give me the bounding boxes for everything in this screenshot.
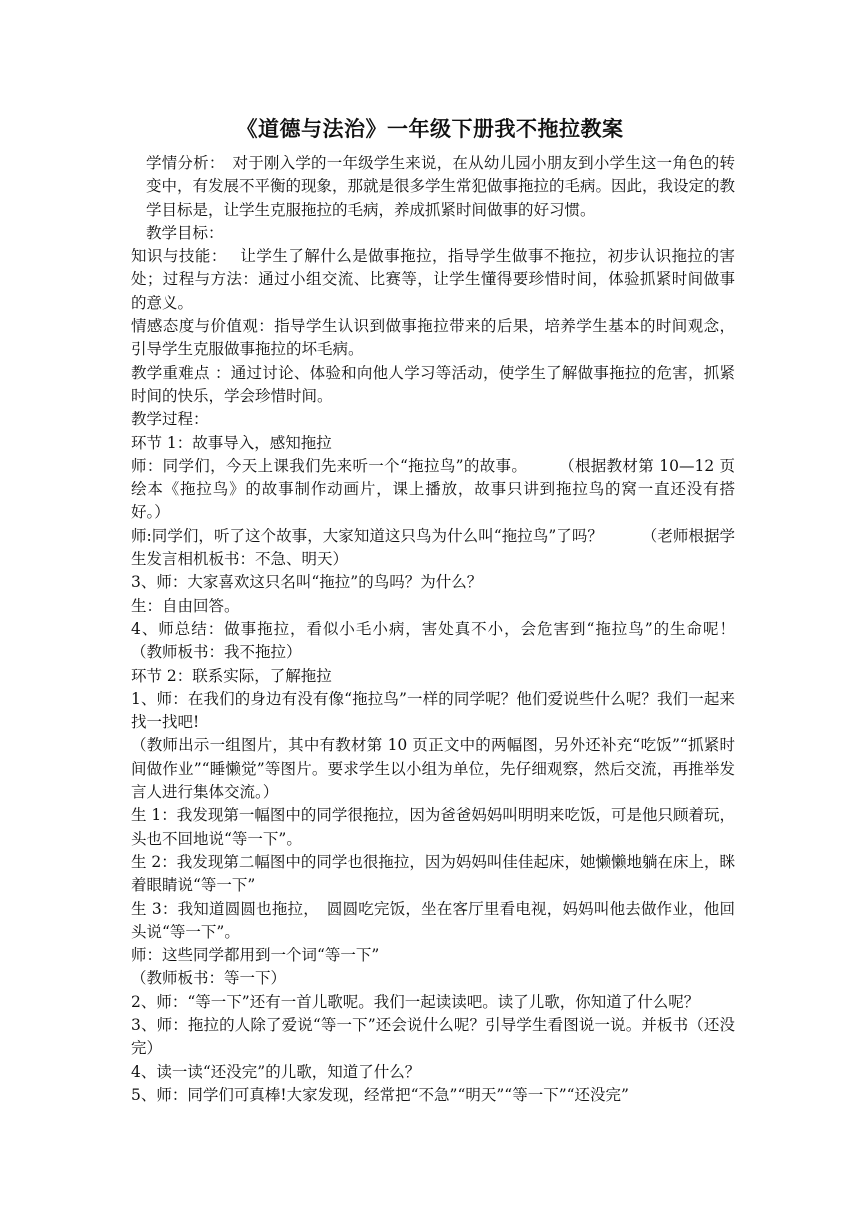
paragraph-student-answer: 生：自由回答。 xyxy=(131,596,240,615)
paragraph-teacher-pictures: （教师出示一组图片，其中有教材第 10 页正文中的两幅图，另外还补充“吃饭”“抓紧时间做作业”“睡懒觉”等图片。要求学生以小组为单位，先仔细观察，然后交流，再推举发言人进行集体交流。） xyxy=(131,736,735,802)
paragraph-section-2-heading: 环节 2：联系实际，了解拖拉 xyxy=(131,666,332,685)
paragraph-s2-step-1: 1、师：在我们的身边有没有像“拖拉鸟”一样的同学呢？他们爱说些什么呢？我们一起来找一找吧! xyxy=(131,689,735,732)
paragraph-s2-step-2: 2、师：“等一下”还有一首儿歌呢。我们一起读读吧。读了儿歌，你知道了什么呢？ xyxy=(131,992,700,1011)
document-title: 《道德与法治》一年级下册我不拖拉教案 xyxy=(236,116,624,141)
paragraph-section-1-heading: 环节 1：故事导入，感知拖拉 xyxy=(131,433,332,452)
paragraph-goals-heading: 教学目标： xyxy=(146,223,224,242)
paragraph-step-4: 4、师总结：做事拖拉，看似小毛小病，害处真不小，会危害到“拖拉鸟”的生命呢！ （教师板书：我不拖拉） xyxy=(131,619,751,662)
paragraph-s2-step-5: 5、师：同学们可真棒!大家发现，经常把“不急”“明天”“等一下”“还没完” xyxy=(131,1085,629,1104)
paragraph-process-heading: 教学过程： xyxy=(131,410,209,429)
paragraph-attitude: 情感态度与价值观：指导学生认识到做事拖拉带来的后果，培养学生基本的时间观念，引导学生克服做事拖拉的坏毛病。 xyxy=(131,317,735,359)
paragraph-knowledge: 知识与技能： 让学生了解什么是做事拖拉，指导学生做事不拖拉，初步认识拖拉的害处；过程与方法：通过小组交流、比赛等，让学生懂得要珍惜时间，体验抓紧时间做事的意义。 xyxy=(131,247,735,312)
paragraph-student-2: 生 2：我发现第二幅图中的同学也很拖拉，因为妈妈叫佳佳起床，她懒懒地躺在床上，眯着眼睛说“等一下” xyxy=(131,852,735,895)
paragraph-student-3: 生 3：我知道圆圆也拖拉， 圆圆吃完饭，坐在客厅里看电视，妈妈叫他去做作业，他回头说“等一下”。 xyxy=(131,899,735,941)
paragraph-story-question: 师:同学们，听了这个故事，大家知道这只鸟为什么叫“拖拉鸟”了吗？ （老师根据学生发言相机板书：不急、明天） xyxy=(131,526,735,569)
paragraph-step-3: 3、师：大家喜欢这只名叫“拖拉”的鸟吗？为什么？ xyxy=(131,573,483,592)
paragraph-teacher-word: 师：这些同学都用到一个词“等一下” xyxy=(131,946,380,965)
paragraph-key-points: 教学重难点 ：通过讨论、体验和向他人学习等活动，使学生了解做事拖拉的危害，抓紧时间的快乐，学会珍惜时间。 xyxy=(131,363,735,405)
paragraph-student-1: 生 1：我发现第一幅图中的同学很拖拉，因为爸爸妈妈叫明明来吃饭，可是他只顾着玩，头也不回地说“等一下”。 xyxy=(131,806,735,848)
paragraph-s2-step-4: 4、读一读“还没完”的儿歌，知道了什么？ xyxy=(131,1062,421,1081)
paragraph-story-intro: 师：同学们，今天上课我们先来听一个“拖拉鸟”的故事。 （根据教材第 10—12 页绘本《拖拉鸟》的故事制作动画片，课上播放，故事只讲到拖拉鸟的窝一直还没有搭好。） xyxy=(131,456,735,522)
document-body xyxy=(131,152,751,1107)
paragraph-board-note: （教师板书：等一下） xyxy=(131,969,287,988)
paragraph-s2-step-3: 3、师：拖拉的人除了爱说“等一下”还会说什么呢？引导学生看图说一说。并板书（还没完） xyxy=(131,1015,735,1058)
paragraph-analysis: 学情分析： 对于刚入学的一年级学生来说，在从幼儿园小朋友到小学生这一角色的转变中，有发展不平衡的现象，那就是很多学生常犯做事拖拉的毛病。因此，我设定的教学目标是，让学生克服拖拉的毛病，养成抓紧时间做事的好习惯。 xyxy=(146,154,736,219)
